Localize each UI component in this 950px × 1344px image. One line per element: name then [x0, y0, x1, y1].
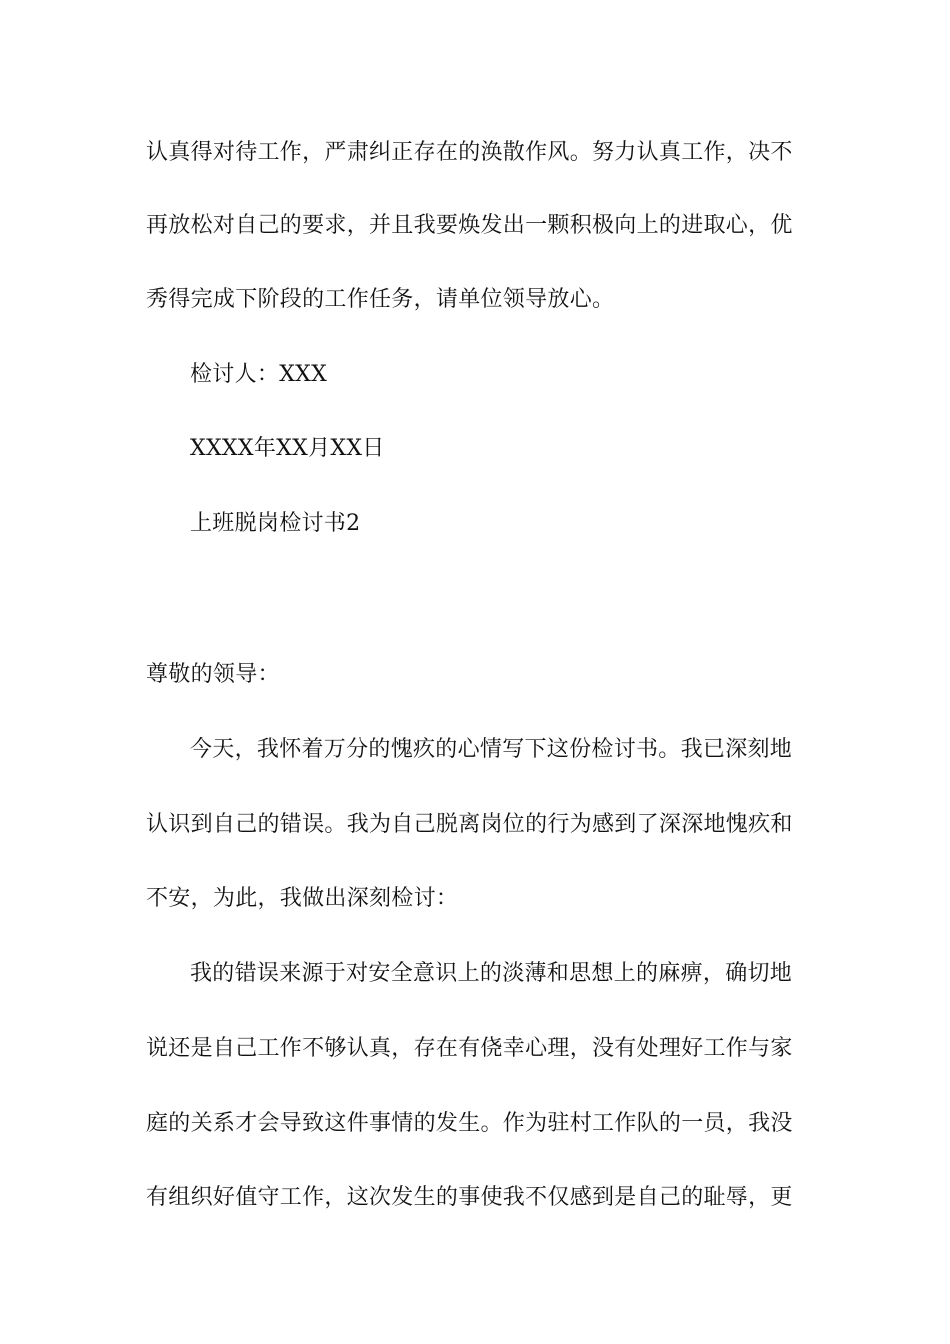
paragraph-line-3: 秀得完成下阶段的工作任务，请单位领导放心。: [146, 287, 615, 312]
paragraph-line-4: 今天，我怀着万分的愧疚的心情写下这份检讨书。我已深刻地: [190, 737, 793, 762]
paragraph-line-9: 庭的关系才会导致这件事情的发生。作为驻村工作队的一员，我没: [146, 1111, 793, 1136]
salutation: 尊敬的领导：: [146, 662, 280, 687]
paragraph-line-1: 认真得对待工作，严肃纠正存在的涣散作风。努力认真工作，决不: [146, 140, 793, 165]
signature-line: 检讨人：XXX: [190, 362, 328, 387]
date-line: XXXX年XX月XX日: [190, 436, 385, 461]
paragraph-line-10: 有组织好值守工作，这次发生的事使我不仅感到是自己的耻辱，更: [146, 1185, 793, 1210]
paragraph-line-7: 我的错误来源于对安全意识上的淡薄和思想上的麻痹，确切地: [190, 961, 793, 986]
section-title: 上班脱岗检讨书2: [190, 511, 361, 536]
paragraph-line-5: 认识到自己的错误。我为自己脱离岗位的行为感到了深深地愧疚和: [146, 812, 793, 837]
paragraph-line-6: 不安，为此，我做出深刻检讨：: [146, 886, 459, 911]
paragraph-line-2: 再放松对自己的要求，并且我要焕发出一颗积极向上的进取心，优: [146, 213, 793, 238]
paragraph-line-8: 说还是自己工作不够认真，存在有侥幸心理，没有处理好工作与家: [146, 1036, 793, 1061]
